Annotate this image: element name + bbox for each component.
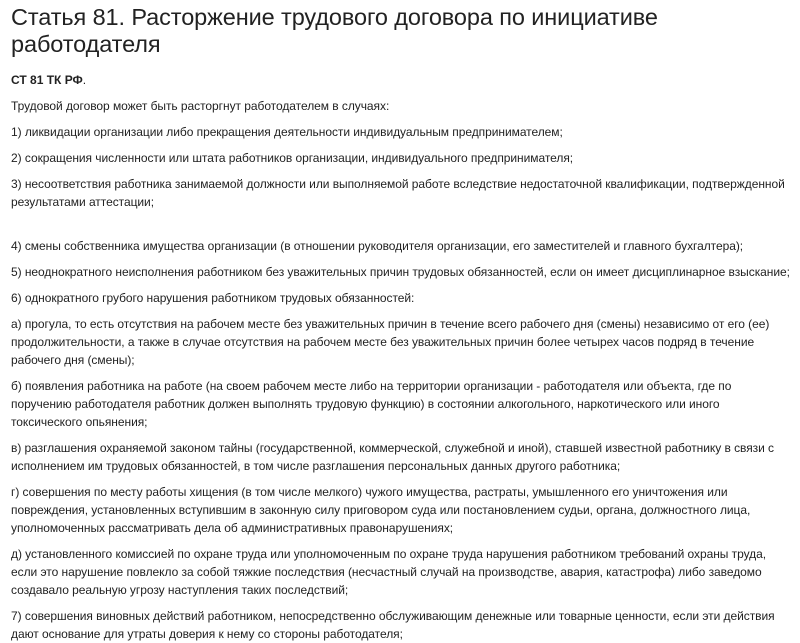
article-reference-suffix: . — [82, 73, 87, 87]
article-body — [11, 0, 792, 643]
paragraph-item-5: 5) неоднократного неисполнения работником без уважительных причин трудовых обязанностей, если он имеет дисциплинарное взыскание; — [11, 265, 790, 279]
paragraph-intro: Трудовой договор может быть расторгнут работодателем в случаях: — [11, 99, 390, 113]
paragraph-item-6v: в) разглашения охраняемой законом тайны (государственной, коммерческой, служебной и иной), ставшей известной работнику в связи с исполнением им трудовых обязанностей, в том числе разглашения персональных данных другого работника; — [11, 441, 774, 473]
paragraph-item-4: 4) смены собственника имущества организации (в отношении руководителя организации, его заместителей и главного бухгалтера); — [11, 239, 744, 253]
paragraph-item-6: 6) однократного грубого нарушения работником трудовых обязанностей: — [11, 291, 415, 305]
paragraph-item-2: 2) сокращения численности или штата работников организации, индивидуального предпринимателя; — [11, 151, 574, 165]
article-reference-link[interactable]: СТ 81 ТК РФ — [11, 73, 83, 87]
paragraph-item-3: 3) несоответствия работника занимаемой должности или выполняемой работе вследствие недостаточной квалификации, подтвержденной результатами аттестации; — [11, 177, 785, 209]
article-title: Статья 81. Расторжение трудового договора по инициативе работодателя — [11, 4, 658, 57]
paragraph-item-7: 7) совершения виновных действий работником, непосредственно обслуживающим денежные или товарные ценности, если эти действия дают основание для утраты доверия к нему со стороны работодателя; — [11, 609, 775, 641]
paragraph-item-6d: д) установленного комиссией по охране труда или уполномоченным по охране труда нарушения работником требований охраны труда, если это нарушение повлекло за собой тяжкие последствия (несчастный случай на производстве, авария, катастрофа) либо заведомо создавало реальную угрозу наступления таких последствий; — [11, 547, 766, 597]
paragraph-item-6g: г) совершения по месту работы хищения (в том числе мелкого) чужого имущества, растраты, умышленного его уничтожения или повреждения, установленных вступившим в законную силу приговором суда или постановлением судьи, органа, должностного лица, уполномоченных рассматривать дела об административных правонарушениях; — [11, 485, 751, 535]
paragraph-item-1: 1) ликвидации организации либо прекращения деятельности индивидуальным предпринимателем; — [11, 125, 563, 139]
article-reference-line — [11, 71, 792, 89]
paragraph-item-6b: б) появления работника на работе (на своем рабочем месте либо на территории организации - работодателя или объекта, где по поручению работодателя работник должен выполнять трудовую функцию) в состоянии алкогольного, наркотического или иного токсического опьянения; — [11, 379, 732, 429]
paragraph-item-6a: а) прогула, то есть отсутствия на рабочем месте без уважительных причин в течение всего рабочего дня (смены) независимо от его (ее) продолжительности, а также в случае отсутствия на рабочем месте без уважительных причин более четырех часов подряд в течение рабочего дня (смены); — [11, 317, 770, 367]
